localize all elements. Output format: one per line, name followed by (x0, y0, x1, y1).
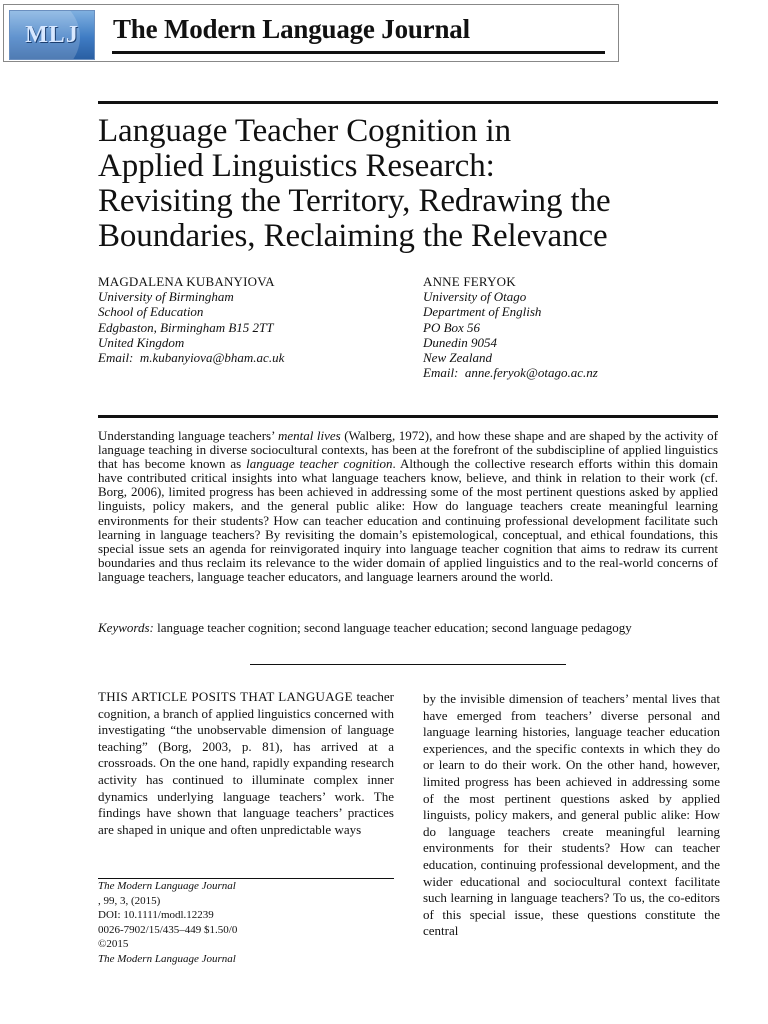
author-name: ANNE FERYOK (423, 274, 516, 289)
author-affiliation-line: Edgbaston, Birmingham B15 2TT (98, 319, 274, 335)
email-label: Email: (423, 365, 459, 381)
author-affiliation-line: University of Birmingham (98, 289, 234, 305)
body-column-left (98, 689, 394, 838)
abstract (98, 429, 718, 584)
author-affiliation-line: Department of English (423, 304, 542, 320)
publication-footnote (98, 879, 394, 966)
body-text: teacher cognition, a branch of applied linguistics concerned with investigating “the unobservable dimension of language teaching” (Borg, 2003, p. 81), has arrived at a crossroads. On the one hand, rapidly expanding research activity has continued to illuminate complex inner dynamics underlying language teachers’ work. The findings have shown that language teachers’ practices are shaped in unique and often unpredictable ways (98, 689, 394, 837)
keywords-label: Keywords: (98, 620, 154, 635)
body-lead-caps: THIS ARTICLE POSITS THAT LANGUAGE (98, 689, 353, 704)
author-affiliation-line: PO Box 56 (423, 319, 481, 335)
abstract-emphasis: language teacher cognition (246, 456, 393, 472)
abstract-emphasis: mental lives (277, 428, 341, 443)
abstract-text: Understanding language teachers’ (98, 428, 278, 443)
title-top-rule (98, 101, 718, 104)
author-email-line (98, 350, 284, 365)
title-line: Boundaries, Reclaiming the Relevance (98, 218, 608, 254)
footnote-doi[interactable]: DOI: 10.1111/modl.12239 (98, 909, 214, 921)
author-email-link[interactable]: m.kubanyiova@bham.ac.uk (139, 350, 285, 366)
author-email-line (423, 365, 598, 380)
journal-title: The Modern Language Journal (113, 14, 470, 44)
author-name: MAGDALENA KUBANYIOVA (98, 274, 275, 289)
copyright-prefix: ©2015 (98, 938, 129, 950)
title-line: Revisiting the Territory, Redrawing the (98, 183, 611, 219)
section-divider-rule (250, 664, 566, 665)
abstract-top-rule (98, 415, 718, 418)
title-line: Language Teacher Cognition in (98, 113, 511, 149)
logo-text: MLJ (25, 22, 79, 48)
title-line: Applied Linguistics Research: (98, 148, 495, 184)
copyright-journal: The Modern Language Journal (98, 952, 236, 965)
author-block-2 (423, 274, 598, 380)
email-label: Email: (98, 350, 134, 366)
body-text: by the invisible dimension of teachers’ mental lives that have emerged from teachers’ diverse personal and language learning histories, language teacher education experiences, and the specific contexts in which they do or learn to do their work. On the other hand, however, limited progress has been achieved in addressing some of the most pertinent questions asked by applied linguists, policy makers, and general public alike: How do language teachers create meaningful learning environments for their students? How can teacher education, continuing professional development, and the wider educational and sociocultural context facilitate such learning in language teachers? To us, the co-editors of this special issue, these questions constitute the central (423, 691, 720, 939)
mlj-logo (9, 10, 95, 60)
author-block-1 (98, 274, 284, 365)
author-affiliation-line: School of Education (98, 304, 204, 320)
author-affiliation-line: United Kingdom (98, 334, 185, 350)
body-column-right (423, 691, 720, 940)
author-email-link[interactable]: anne.feryok@otago.ac.nz (464, 365, 598, 381)
footnote-volume: , 99, 3, (2015) (98, 894, 161, 907)
header-rule (112, 51, 605, 54)
abstract-text: . Although the collective research efforts within this domain have contributed critical insights into what language teachers know, believe, and think in relation to their work (cf. Borg, 2006), limited progress has been achieved in addressing some of the most pertinent questions asked by applied linguists, policy makers, and the general public alike: How do language teachers create meaningful learning environments for their students? How can teacher education and continuing professional development facilitate such learning in language teachers? By revisiting the domain’s epistemological, conceptual, and ethical foundations, this special issue sets an agenda for reinvigorated inquiry into language teacher cognition that aims to redraw its current boundaries and thus reclaim its relevance to the wider domain of applied linguistics and to the real-world concerns of language teachers, language teacher educators, and language learners around the world. (98, 456, 719, 584)
article-title (98, 114, 738, 254)
footnote-copyright (98, 937, 394, 966)
keywords-text: language teacher cognition; second language teacher education; second language pedagogy (153, 620, 632, 635)
author-affiliation-line: New Zealand (423, 350, 492, 366)
footnote-journal-line (98, 879, 394, 908)
abstract-text: (Walberg, 1972), and how these shape and are shaped by the activity of language teaching in diverse sociocultural contexts, has been at the forefront of the subdiscipline of applied linguistics that has become known as (98, 428, 718, 472)
footnote-journal-name: The Modern Language Journal (98, 880, 236, 892)
keywords (98, 620, 738, 635)
author-affiliation-line: Dunedin 9054 (423, 334, 498, 350)
footnote-issn: 0026-7902/15/435–449 $1.50/0 (98, 923, 238, 936)
author-affiliation-line: University of Otago (423, 289, 527, 305)
